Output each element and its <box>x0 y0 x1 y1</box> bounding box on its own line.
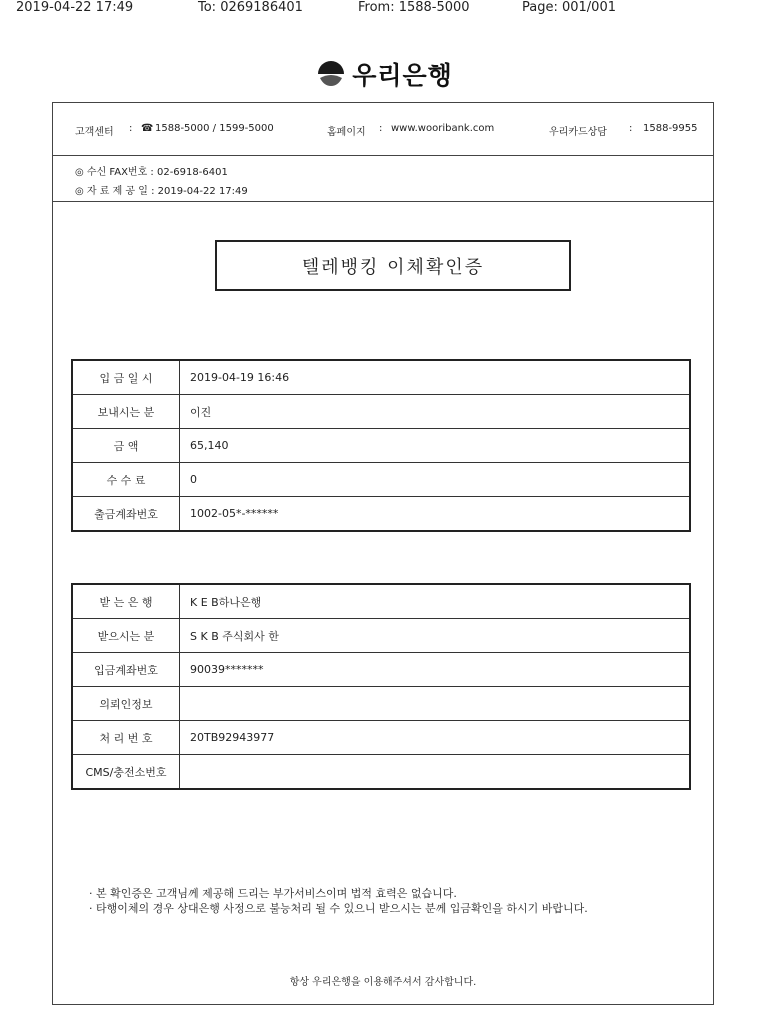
fax-header <box>0 0 769 18</box>
row-value <box>180 687 691 721</box>
info-rows <box>53 155 713 202</box>
row-value: 90039******* <box>180 653 691 687</box>
fax-to: To: 0269186401 <box>198 0 303 15</box>
card-phone: 1588-9955 <box>643 123 698 134</box>
phone-icon: ☎ <box>141 123 154 134</box>
table-row <box>72 497 690 532</box>
table-row <box>72 360 690 395</box>
homepage-url: www.wooribank.com <box>391 123 495 134</box>
row-value: 이진 <box>180 395 691 429</box>
woori-logo-icon <box>316 59 346 89</box>
row-label: 처 리 번 호 <box>72 721 180 755</box>
card-sep: : <box>629 123 633 134</box>
row-value: 2019-04-19 16:46 <box>180 360 691 395</box>
center-phone: 1588-5000 / 1599-5000 <box>155 123 274 134</box>
center-label: 고객센터 <box>75 127 114 138</box>
footer-thanks: 항상 우리은행을 이용해주셔서 감사합니다. <box>289 977 477 988</box>
provided-date-line: ◎ 자 료 제 공 일 : 2019-04-22 17:49 <box>75 186 248 197</box>
homepage-sep: : <box>379 123 383 134</box>
receiver-table <box>71 583 691 790</box>
table-row <box>72 463 690 497</box>
fax-number-line: ◎ 수신 FAX번호 : 02-6918-6401 <box>75 167 228 178</box>
notice-item: · 타행이체의 경우 상대은행 사정으로 불능처리 될 수 있으니 받으시는 분께 입금확인을 하시기 바랍니다. <box>89 902 588 915</box>
row-label: 받 는 은 행 <box>72 584 180 619</box>
homepage-label: 홈페이지 <box>327 127 366 138</box>
row-label: 수 수 료 <box>72 463 180 497</box>
row-value: 20TB92943977 <box>180 721 691 755</box>
row-label: 입 금 일 시 <box>72 360 180 395</box>
row-value: 1002-05*-****** <box>180 497 691 532</box>
table-row <box>72 584 690 619</box>
fax-datetime: 2019-04-22 17:49 <box>16 0 134 15</box>
row-value: 65,140 <box>180 429 691 463</box>
bank-logo <box>0 56 769 92</box>
row-value: 0 <box>180 463 691 497</box>
center-sep: : <box>129 123 133 134</box>
row-label: 입금계좌번호 <box>72 653 180 687</box>
row-label: 금 액 <box>72 429 180 463</box>
table-row <box>72 687 690 721</box>
table-row <box>72 395 690 429</box>
row-value <box>180 755 691 790</box>
table-row <box>72 429 690 463</box>
fax-from: From: 1588-5000 <box>358 0 470 15</box>
row-label: 받으시는 분 <box>72 619 180 653</box>
card-label: 우리카드상담 <box>549 127 607 138</box>
notice-item: · 본 확인증은 고객님께 제공해 드리는 부가서비스이며 법적 효력은 없습니다. <box>89 887 457 900</box>
table-row <box>72 653 690 687</box>
row-label: 의뢰인정보 <box>72 687 180 721</box>
certificate-frame <box>52 102 714 1005</box>
bank-name: 우리은행 <box>352 61 453 90</box>
sender-table <box>71 359 691 532</box>
row-label: 보내시는 분 <box>72 395 180 429</box>
fax-page: Page: 001/001 <box>522 0 616 15</box>
table-row <box>72 721 690 755</box>
row-value: K E B하나은행 <box>180 584 691 619</box>
contact-row <box>53 103 713 156</box>
notice-list <box>89 886 588 916</box>
row-value: S K B 주식회사 한 <box>180 619 691 653</box>
table-row <box>72 755 690 790</box>
row-label: CMS/충전소번호 <box>72 755 180 790</box>
row-label: 출금계좌번호 <box>72 497 180 532</box>
table-row <box>72 619 690 653</box>
document-title: 텔레뱅킹 이체확인증 <box>215 240 571 291</box>
